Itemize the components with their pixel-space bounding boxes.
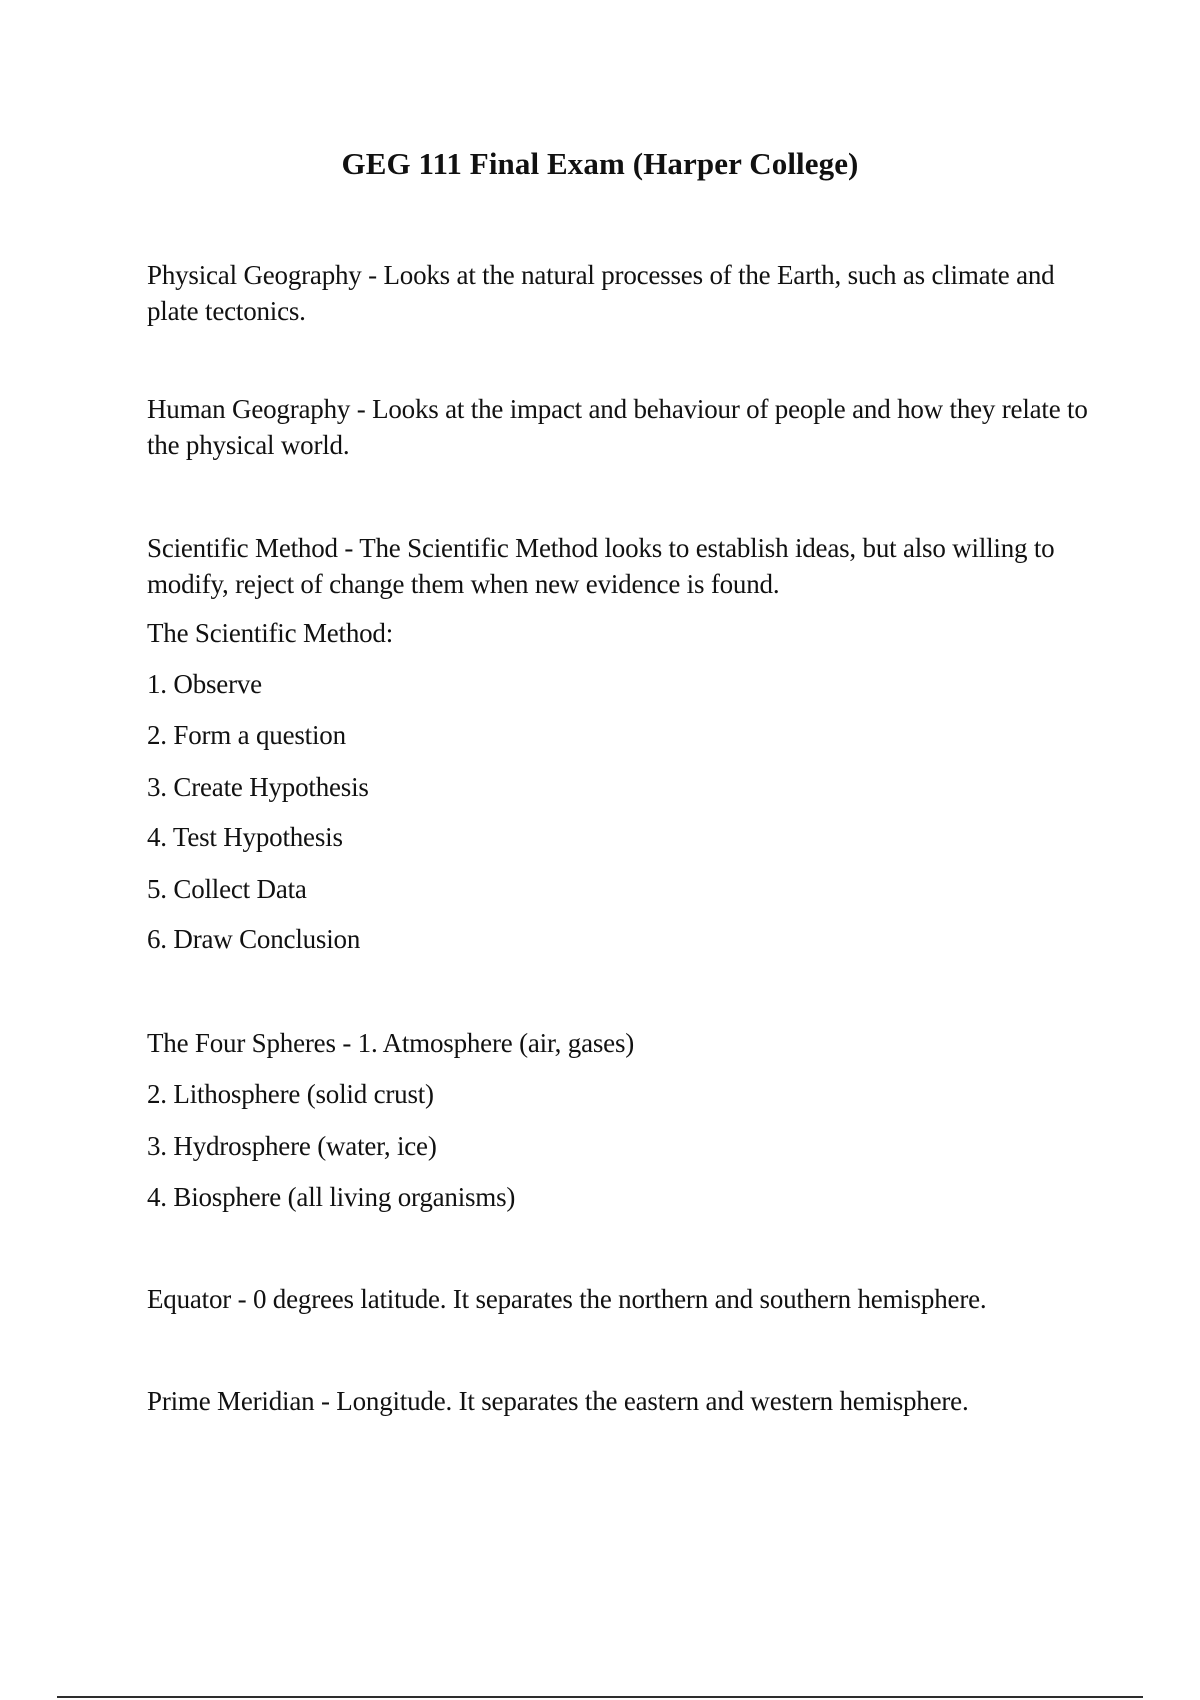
bottom-divider <box>57 1696 1143 1698</box>
physical-geography-definition: Physical Geography - Looks at the natural processes of the Earth, such as climate and plate tectonics. <box>147 260 1055 326</box>
method-step: 5. Collect Data <box>147 874 307 904</box>
method-step: 1. Observe <box>147 669 262 699</box>
sphere-item: 2. Lithosphere (solid crust) <box>147 1079 434 1109</box>
method-step: 2. Form a question <box>147 720 346 750</box>
method-step: 4. Test Hypothesis <box>147 822 343 852</box>
method-step: 6. Draw Conclusion <box>147 924 361 954</box>
human-geography-definition: Human Geography - Looks at the impact and behaviour of people and how they relate to the physical world. <box>147 394 1088 460</box>
equator-definition: Equator - 0 degrees latitude. It separates the northern and southern hemisphere. <box>147 1284 987 1314</box>
sphere-item: 3. Hydrosphere (water, ice) <box>147 1131 437 1161</box>
method-step: 3. Create Hypothesis <box>147 772 369 802</box>
four-spheres-intro: The Four Spheres - 1. Atmosphere (air, gases) <box>147 1028 635 1058</box>
document-title: GEG 111 Final Exam (Harper College) <box>341 146 859 181</box>
scientific-method-definition: Scientific Method - The Scientific Method looks to establish ideas, but also willing to modify, reject of change them when new evidence is found. <box>147 533 1055 599</box>
prime-meridian-definition: Prime Meridian - Longitude. It separates the eastern and western hemisphere. <box>147 1386 969 1416</box>
scientific-method-caption: The Scientific Method: <box>147 618 394 648</box>
sphere-item: 4. Biosphere (all living organisms) <box>147 1182 516 1212</box>
